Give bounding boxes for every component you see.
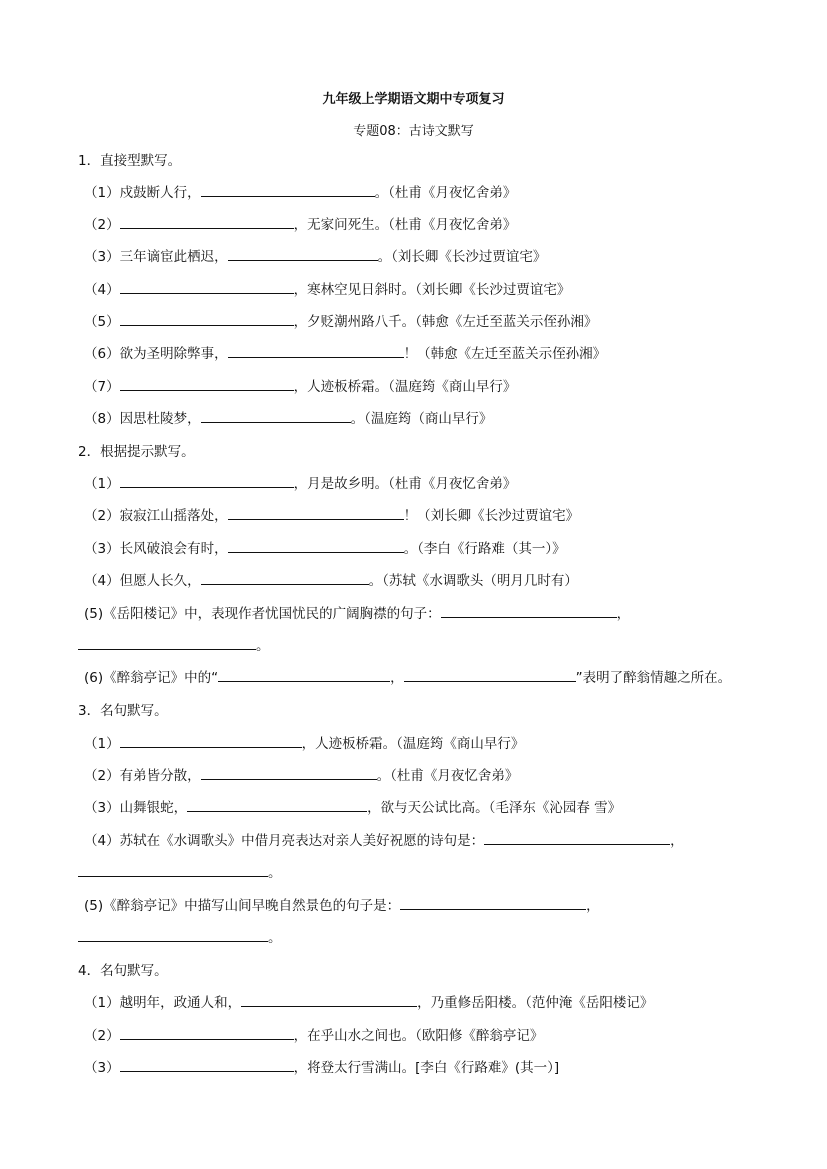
question-line — [84, 767, 518, 785]
question-line — [84, 378, 516, 396]
question-text-before: 《醉翁亭记》中的“ — [103, 670, 219, 686]
question-text-after: ， — [616, 606, 631, 622]
question-continuation — [78, 637, 270, 655]
answer-blank[interactable] — [228, 345, 404, 358]
question-number: （3） — [84, 541, 120, 557]
answer-blank[interactable] — [120, 1027, 294, 1040]
question-line — [84, 1059, 559, 1077]
question-text-after: ， — [670, 833, 684, 849]
answer-blank[interactable] — [228, 248, 378, 261]
section-heading: 2．根据提示默写。 — [78, 444, 195, 460]
answer-blank[interactable] — [201, 410, 351, 423]
question-line — [84, 248, 546, 266]
question-text-before: 有弟皆分散， — [119, 768, 201, 784]
question-line — [84, 475, 516, 493]
answer-blank[interactable] — [120, 1059, 294, 1072]
question-line — [84, 507, 579, 525]
question-number: (5) — [84, 898, 104, 914]
question-line — [84, 669, 731, 687]
question-text-after: ，人迹板桥霜。（温庭筠《商山早行》 — [293, 379, 517, 395]
question-line — [84, 1027, 543, 1045]
question-text-after: ，寒林空见日斜时。（刘长卿《长沙过贾谊宅》 — [293, 282, 571, 298]
answer-blank[interactable] — [120, 313, 294, 326]
question-text-after: ，在乎山水之间也。（欧阳修《醉翁亭记》 — [293, 1028, 544, 1044]
question-text-middle: ， — [390, 670, 404, 686]
question-text-after: ！（刘长卿《长沙过贾谊宅》 — [403, 508, 580, 524]
question-text-before: 戍鼓断人行， — [119, 185, 201, 201]
answer-blank[interactable] — [400, 897, 586, 910]
section-heading: 4．名句默写。 — [78, 963, 168, 979]
answer-blank[interactable] — [120, 735, 302, 748]
section-heading: 3．名句默写。 — [78, 703, 168, 719]
question-number: （5） — [84, 314, 120, 330]
question-number: （7） — [84, 379, 120, 395]
question-line — [84, 313, 597, 331]
question-line — [84, 605, 630, 623]
question-text-after: ， — [586, 898, 600, 914]
page-title: 九年级上学期语文期中专项复习 — [322, 92, 505, 107]
question-number: （1） — [84, 185, 120, 201]
question-text-after: ，欲与天公试比高。（毛泽东《沁园春 雪》 — [367, 800, 622, 816]
question-number: （3） — [84, 249, 120, 265]
question-number: （3） — [84, 1060, 120, 1076]
question-line — [84, 994, 653, 1012]
question-text-after: 。 — [256, 638, 270, 654]
question-text-after: 。（杜甫《月夜忆舍弟》 — [376, 768, 519, 784]
page-subtitle: 专题08：古诗文默写 — [353, 124, 474, 139]
question-number: （3） — [84, 800, 120, 816]
question-text-after: ，夕贬潮州路八千。（韩愈《左迁至蓝关示侄孙湘》 — [293, 314, 598, 330]
answer-blank[interactable] — [78, 929, 268, 942]
question-number: （2） — [84, 217, 120, 233]
question-text-after: 。（杜甫《月夜忆舍弟》 — [374, 185, 517, 201]
answer-blank[interactable] — [120, 475, 294, 488]
question-text-before: 《岳阳楼记》中，表现作者忧国忧民的广阔胸襟的句子： — [103, 606, 441, 622]
question-number: （1） — [84, 995, 120, 1011]
question-text-before: 长风破浪会有时， — [119, 541, 228, 557]
answer-blank[interactable] — [120, 216, 294, 229]
question-text-after: 。 — [268, 930, 282, 946]
question-text-after: ，乃重修岳阳楼。（范仲淹《岳阳楼记》 — [417, 995, 654, 1011]
question-number: （6） — [84, 346, 120, 362]
question-text-after: 。（李白《行路难（其一）》 — [403, 541, 566, 557]
answer-blank[interactable] — [404, 669, 576, 682]
question-line — [84, 799, 621, 817]
question-continuation — [78, 864, 282, 882]
question-text-after: 。（苏轼《水调歌头（明月几时有） — [368, 573, 578, 589]
answer-blank[interactable] — [228, 507, 404, 520]
question-number: （2） — [84, 1028, 120, 1044]
answer-blank[interactable] — [78, 864, 268, 877]
question-text-before: 越明年，政通人和， — [119, 995, 242, 1011]
question-line — [84, 281, 570, 299]
question-text-after: 。 — [268, 865, 282, 881]
question-line — [84, 540, 566, 558]
question-text-before: 《醉翁亭记》中描写山间早晚自然景色的句子是： — [103, 898, 401, 914]
answer-blank[interactable] — [201, 184, 375, 197]
question-line — [84, 184, 516, 202]
question-line — [84, 735, 524, 753]
answer-blank[interactable] — [441, 605, 617, 618]
answer-blank[interactable] — [228, 540, 404, 553]
section-heading: 1．直接型默写。 — [78, 153, 182, 169]
question-text-after: ！（韩愈《左迁至蓝关示侄孙湘》 — [403, 346, 607, 362]
question-number: （4） — [84, 282, 120, 298]
answer-blank[interactable] — [201, 767, 377, 780]
question-text-after: ，无家问死生。（杜甫《月夜忆舍弟》 — [293, 217, 517, 233]
answer-blank[interactable] — [484, 832, 670, 845]
answer-blank[interactable] — [218, 669, 390, 682]
question-line — [84, 216, 516, 234]
answer-blank[interactable] — [78, 637, 256, 650]
question-text-after: ”表明了醉翁情趣之所在。 — [575, 670, 732, 686]
question-text-after: ，人迹板桥霜。（温庭筠《商山早行》 — [301, 736, 525, 752]
question-line — [84, 410, 492, 428]
answer-blank[interactable] — [187, 799, 367, 812]
question-line — [84, 897, 600, 915]
question-text-after: ，月是故乡明。（杜甫《月夜忆舍弟》 — [293, 476, 517, 492]
question-text-after: 。（温庭筠（商山早行》 — [350, 411, 493, 427]
answer-blank[interactable] — [241, 994, 417, 1007]
question-line — [84, 345, 606, 363]
question-continuation — [78, 929, 282, 947]
question-line — [84, 832, 684, 850]
question-number: （4） — [84, 833, 120, 849]
question-text-before: 三年谪宦此栖迟， — [119, 249, 228, 265]
question-line — [84, 572, 578, 590]
question-text-after: ，将登太行雪满山。[李白《行路难》(其一）] — [293, 1060, 560, 1076]
answer-blank[interactable] — [120, 378, 294, 391]
answer-blank[interactable] — [120, 281, 294, 294]
question-number: (6) — [84, 670, 104, 686]
question-number: （1） — [84, 736, 120, 752]
answer-blank[interactable] — [201, 572, 369, 585]
question-text-before: 山舞银蛇， — [119, 800, 188, 816]
question-number: (5) — [84, 606, 104, 622]
question-number: （2） — [84, 768, 120, 784]
question-text-before: 苏轼在《水调歌头》中借月亮表达对亲人美好祝愿的诗句是： — [119, 833, 485, 849]
question-number: （4） — [84, 573, 120, 589]
question-number: （8） — [84, 411, 120, 427]
question-text-before: 但愿人长久， — [119, 573, 201, 589]
question-text-after: 。（刘长卿《长沙过贾谊宅》 — [377, 249, 547, 265]
question-text-before: 寂寂江山摇落处， — [119, 508, 228, 524]
question-text-before: 因思杜陵梦， — [119, 411, 201, 427]
question-number: （2） — [84, 508, 120, 524]
question-text-before: 欲为圣明除弊事， — [119, 346, 228, 362]
question-number: （1） — [84, 476, 120, 492]
